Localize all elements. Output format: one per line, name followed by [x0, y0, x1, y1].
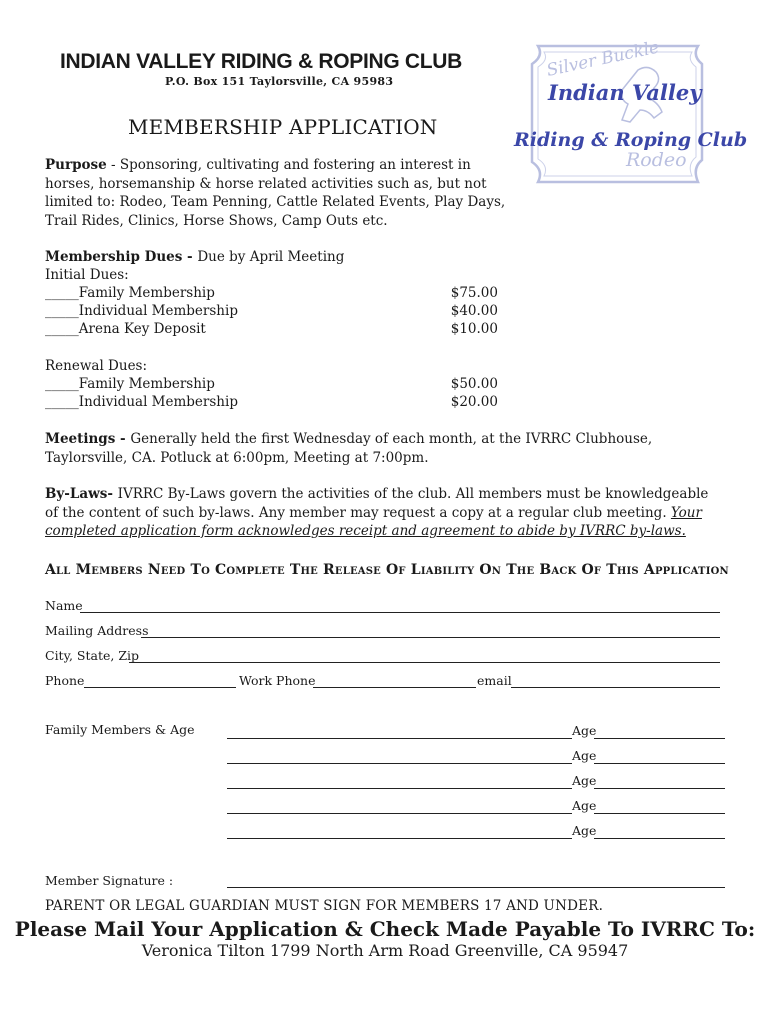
work-phone-field[interactable]	[313, 687, 476, 688]
family-member-field[interactable]	[227, 813, 572, 814]
work-phone-label: Work Phone	[239, 673, 316, 688]
initial-dues-price: $75.00	[450, 285, 498, 301]
age-field[interactable]	[594, 763, 725, 764]
age-label: Age	[572, 748, 597, 763]
meetings-label: Meetings -	[45, 431, 131, 447]
club-logo	[508, 37, 748, 188]
bylaws-acknowledgement: Your completed application form acknowledges receipt and agreement to abide by IVRRC by-laws.	[45, 504, 702, 539]
purpose-label: Purpose	[45, 157, 107, 173]
initial-dues-price: $40.00	[450, 303, 498, 319]
age-field[interactable]	[594, 738, 725, 739]
city-state-zip-label: City, State, Zip	[45, 648, 140, 663]
bylaws-paragraph	[45, 485, 725, 541]
age-label: Age	[572, 773, 597, 788]
logo-line1: Indian Valley	[548, 80, 702, 105]
dues-label: Membership Dues -	[45, 249, 198, 265]
mailing-address-field[interactable]	[141, 637, 720, 638]
logo-line2: Riding & Roping Club	[514, 129, 748, 151]
family-member-field[interactable]	[227, 838, 572, 839]
renewal-dues-item: _____Individual Membership	[45, 394, 238, 410]
mail-address: Veronica Tilton 1799 North Arm Road Greenville, CA 95947	[141, 941, 629, 960]
renewal-dues-price: $50.00	[450, 376, 498, 392]
bylaws-label: By-Laws-	[45, 486, 118, 502]
age-label: Age	[572, 823, 597, 838]
bylaws-text: IVRRC By-Laws govern the activities of the club. All members must be knowledgeable of the content of such by-laws. Any member may request a copy at a regular club meeting.	[45, 486, 709, 521]
phone-field[interactable]	[84, 687, 236, 688]
email-field[interactable]	[511, 687, 720, 688]
age-field[interactable]	[594, 838, 725, 839]
renewal-dues-label: Renewal Dues:	[45, 358, 148, 374]
dues-heading	[45, 248, 344, 267]
purpose-paragraph	[45, 156, 515, 230]
initial-dues-label: Initial Dues:	[45, 267, 129, 283]
name-field[interactable]	[80, 612, 720, 613]
city-state-zip-field[interactable]	[129, 662, 720, 663]
family-members-label: Family Members & Age	[45, 722, 195, 737]
family-member-field[interactable]	[227, 738, 572, 739]
age-label: Age	[572, 798, 597, 813]
renewal-dues-price: $20.00	[450, 394, 498, 410]
phone-label: Phone	[45, 673, 85, 688]
age-field[interactable]	[594, 813, 725, 814]
meetings-paragraph	[45, 430, 725, 467]
member-signature-label: Member Signature :	[45, 873, 174, 888]
meetings-text: Generally held the first Wednesday of each month, at the IVRRC Clubhouse, Taylorsville, CA. Potluck at 6:00pm, Meeting at 7:00pm.	[45, 431, 653, 466]
age-label: Age	[572, 723, 597, 738]
initial-dues-item: _____Arena Key Deposit	[45, 321, 206, 337]
email-label: email	[477, 673, 512, 688]
dues-label-text: Due by April Meeting	[197, 249, 345, 265]
release-notice: All Members Need To Complete The Release Of Liability On The Back Of This Application	[45, 562, 729, 578]
page-title: MEMBERSHIP APPLICATION	[128, 115, 438, 139]
logo-faded-top: Silver Buckle	[544, 37, 662, 81]
purpose-text: - Sponsoring, cultivating and fostering an interest in horses, horsemanship & horse related activities such as, but not limited to: Rodeo, Team Penning, Cattle Related Events, Play Days, Trail Rides, Clinics, Horse Shows, Camp Outs etc.	[45, 157, 506, 229]
renewal-dues-item: _____Family Membership	[45, 376, 215, 392]
guardian-notice: PARENT OR LEGAL GUARDIAN MUST SIGN FOR MEMBERS 17 AND UNDER.	[45, 898, 604, 914]
club-address: P.O. Box 151 Taylorsville, CA 95983	[165, 75, 394, 88]
age-field[interactable]	[594, 788, 725, 789]
initial-dues-price: $10.00	[450, 321, 498, 337]
initial-dues-item: _____Family Membership	[45, 285, 215, 301]
logo-faded-bottom: Rodeo	[626, 149, 687, 171]
name-label: Name	[45, 598, 83, 613]
member-signature-field[interactable]	[227, 887, 725, 888]
family-member-field[interactable]	[227, 788, 572, 789]
family-member-field[interactable]	[227, 763, 572, 764]
club-title: INDIAN VALLEY RIDING & ROPING CLUB	[60, 50, 463, 73]
initial-dues-item: _____Individual Membership	[45, 303, 238, 319]
mail-heading: Please Mail Your Application & Check Made Payable To IVRRC To:	[14, 917, 756, 941]
mailing-address-label: Mailing Address	[45, 623, 149, 638]
